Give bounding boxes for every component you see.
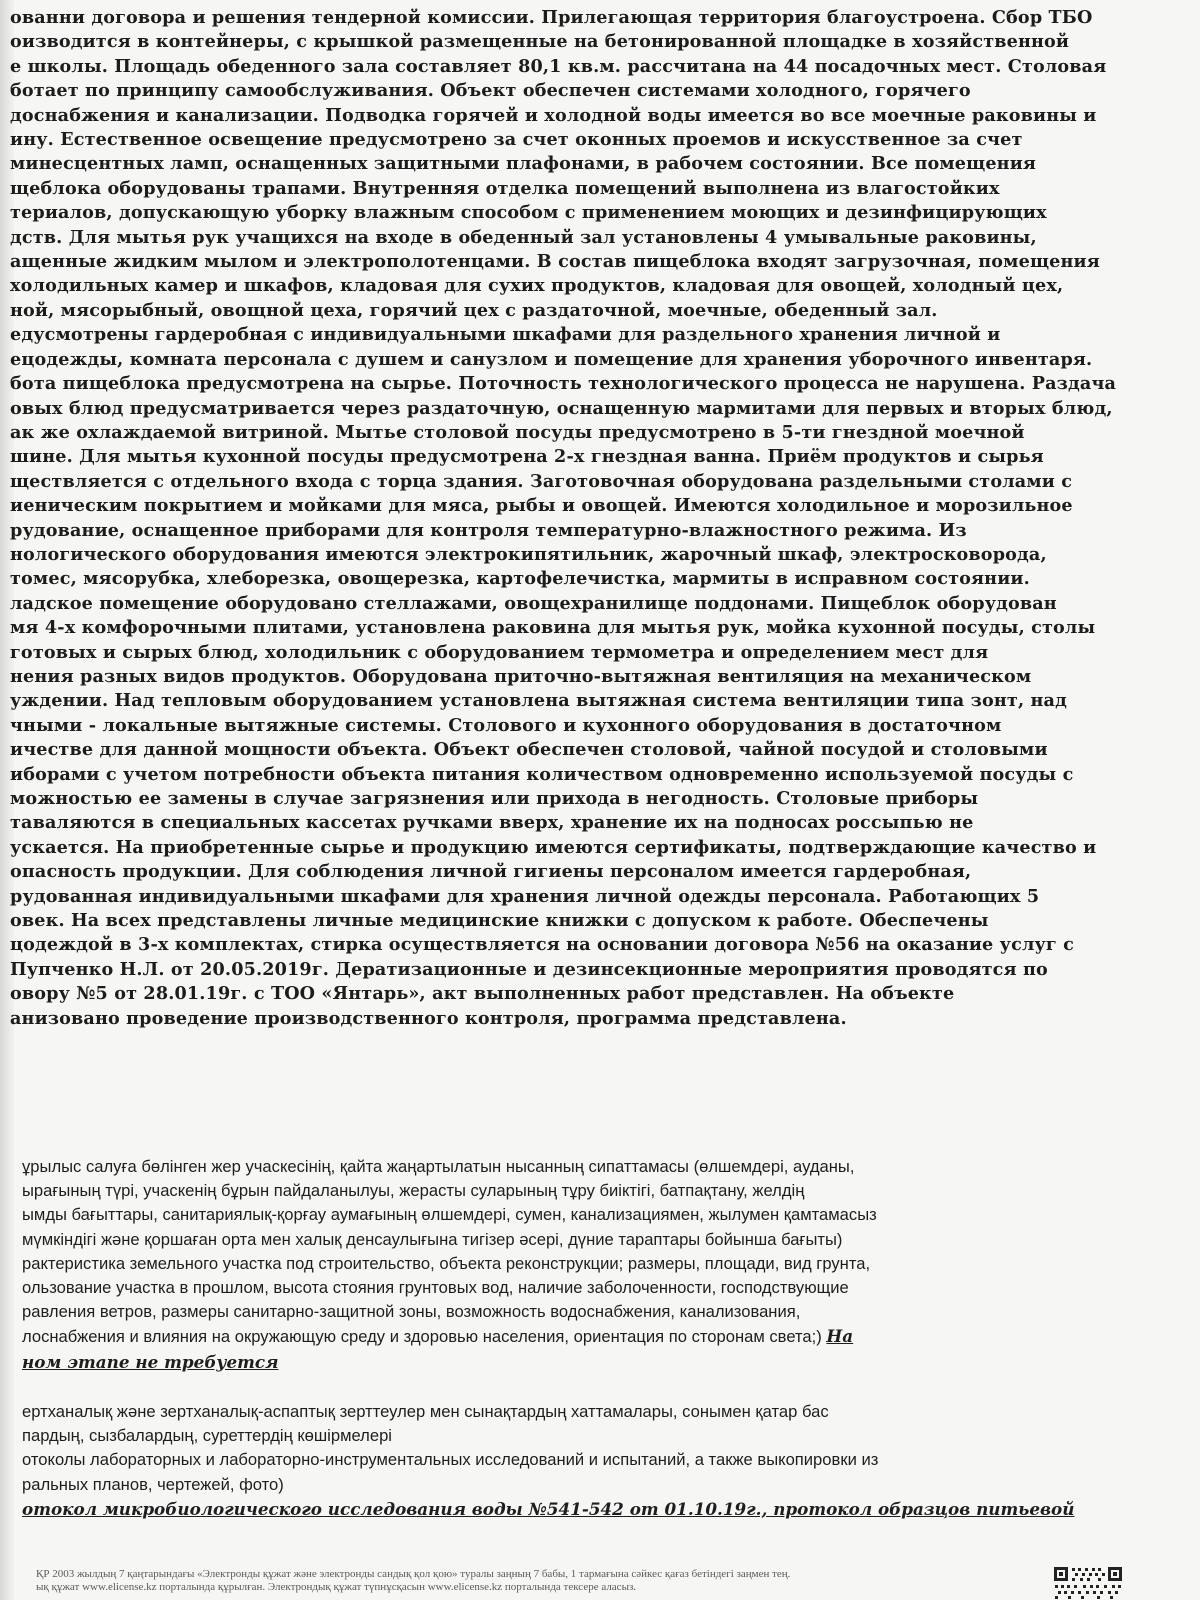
paragraph-line: минесцентных ламп, оснащенных защитными плафонами, в рабочем состоянии. Все помещения [10,153,1037,175]
paragraph-line: Пупченко Н.Л. от 20.05.2019г. Дератизационные и дезинсекционные мероприятия проводятся по [10,958,1048,980]
section-heading-line: отоколы лабораторных и лабораторно-инструментальных исследований и испытаний, а также выкопировки из [22,1450,879,1470]
paragraph-line: можностью ее замены в случае загрязнения или прихода в негодность. Столовые приборы [10,788,979,809]
lab-protocols-block [22,1400,1182,1522]
paragraph-line: е школы. Площадь обеденного зала составляет 80,1 кв.м. рассчитана на 44 посадочных мест. Столовая [10,55,1107,77]
paragraph-line: мя 4-х комфорочными плитами, установлена раковина для мытья рук, мойка кухонной посуды, столы [10,617,1096,639]
paragraph-line: ществляется с отдельного входа с торца здания. Заготовочная оборудована раздельными столами с [10,470,1073,492]
paragraph-line: ичестве для данной мощности объекта. Объект обеспечен столовой, чайной посудой и столовыми [10,739,1048,761]
paragraph-line: доснабжения и канализации. Подводка горячей и холодной воды имеется во все моечные раковины и [10,104,1097,126]
section-heading-line: пардың, сызбалардың, суреттердің көшірмелері [22,1426,392,1446]
section-heading-line: ымды бағыттары, санитариялық-қорғау аумағының өлшемдері, сумен, канализациямен, жылумен қамтамасыз [22,1205,877,1225]
paragraph-line: анизовано проведение производственного контроля, программа представлена. [10,1007,847,1029]
land-plot-characteristics-block [22,1155,1182,1375]
paragraph-line: ускается. На приобретенные сырье и продукцию имеются сертификаты, подтверждающие качество и [10,836,1097,858]
paragraph-line: готовых и сырых блюд, холодильник с оборудованием термометра и определением мест для [10,641,989,663]
answer-text: отокол микробиологического исследования воды №541-542 от 01.10.19г., протокол образцов питьевой [22,1498,1075,1519]
paragraph-line: нения разных видов продуктов. Оборудована приточно-вытяжная вентиляция на механическом [10,665,1032,687]
section-heading-line: равления ветров, размеры санитарно-защитной зоны, возможность водоснабжения, канализования, [22,1302,801,1322]
paragraph-line: щеблока оборудованы трапами. Внутренняя отделка помещений выполнена из влагостойких [10,177,1000,199]
paragraph-line: таваляются в специальных кассетах ручками вверх, хранение их на подносах россыпью не [10,812,974,834]
footer-line: ық құжат www.elicense.kz порталында құрылған. Электрондық құжат түпнұсқасын www.elicense.kz порталында тексере аласыз. [36,1581,637,1593]
section-heading-line: ользование участка в прошлом, высота стояния грунтовых вод, наличие заболоченности, господствующие [22,1278,849,1298]
paragraph-line: овек. На всех представлены личные медицинские книжки с допуском к работе. Обеспечены [10,910,989,932]
paragraph-line: иеническим покрытием и мойками для мяса, рыбы и овощей. Имеются холодильное и морозильное [10,495,1073,517]
paragraph-line: шине. Для мытья кухонной посуды предусмотрена 2-х гнездная ванна. Приём продуктов и сырья [10,446,1044,468]
paragraph-line: опасность продукции. Для соблюдения личной гигиены персоналом имеется гардеробная, [10,861,972,883]
paragraph-line: ак же охлаждаемой витриной. Мытье столовой посуды предусмотрено в 5-ти гнездной моечной [10,421,1025,443]
footer-line: ҚР 2003 жылдың 7 қаңтарындағы «Электронды құжат және электронды сандық қол қою» туралы заңның 7 бабы, 1 тармағына сәйкес қағаз бетіндегі заңмен тең. [36,1568,791,1580]
paragraph-line: ладское помещение оборудовано стеллажами, овощехранилище поддонами. Пищеблок оборудован [10,592,1057,614]
paragraph-line: рудование, оснащенное приборами для контроля температурно-влажностного режима. Из [10,519,967,541]
section-heading-line: рактеристика земельного участка под строительство, объекта реконструкции; размеры, площади, вид грунта, [22,1253,871,1273]
paragraph-line: иборами с учетом потребности объекта питания количеством одновременно используемой посуды с [10,763,1074,785]
paragraph-line: чными - локальные вытяжные системы. Столового и кухонного оборудования в достаточном [10,714,1002,736]
paragraph-line: бота пищеблока предусмотрена на сырье. Поточность технологического процесса не нарушена. Раздача [10,373,1117,395]
qr-code-icon [1052,1565,1124,1600]
paragraph-line: ецодежды, комната персонала с душем и санузлом и помещение для хранения уборочного инвентаря. [10,348,1093,370]
paragraph-line: дств. Для мытья рук учащихся на входе в обеденный зал установлены 4 умывальные раковины, [10,226,1037,248]
paragraph-line: едусмотрены гардеробная с индивидуальными шкафами для раздельного хранения личной и [10,324,1001,346]
paragraph-line: рудованная индивидуальными шкафами для хранения личной одежды персонала. Работающих 5 [10,885,1040,907]
facility-description-block [10,6,1180,1031]
answer-fragment: ном этапе не требуется [22,1351,279,1372]
section-heading-line: ұрылыс салуға бөлінген жер учаскесінің, қайта жаңартылатын нысанның сипаттамасы (өлшемдері, ауданы, [22,1157,855,1176]
lab-protocols-answer [22,1497,1182,1522]
section-heading-line: ральных планов, чертежей, фото) [22,1474,284,1494]
heading-text: лоснабжения и влияния на окружающую среду и здоровью населения, ориентация по сторонам света;) [22,1327,822,1347]
paragraph-line: цодеждой в 3-х комплектах, стирка осуществляется на основании договора №56 на оказание услуг с [10,934,1074,956]
paragraph-line: оизводится в контейнеры, с крышкой размещенные на бетонированной площадке в хозяйственной [10,31,1070,53]
paragraph-line: нологического оборудования имеются электрокипятильник, жарочный шкаф, электросковорода, [10,543,1047,565]
section-heading-line: мүмкіндігі және қоршаған орта мен халық денсаулығына тигізер әсері, дүние тараптары бойынша бағыты) [22,1229,843,1249]
paragraph-line: холодильных камер и шкафов, кладовая для сухих продуктов, кладовая для овощей, холодный цех, [10,275,1064,297]
section-heading-line: ертханалық және зертханалық-аспаптық зерттеулер мен сынақтардың хаттамалары, сонымен қатар бас [22,1402,829,1421]
section-heading-line: ырағының түрі, учаскенің бұрын пайдаланылуы, жерасты суларының тұру биіктігі, батпақтану, желдің [22,1181,805,1201]
paragraph-line: овору №5 от 28.01.19г. с ТОО «Янтарь», акт выполненных работ представлен. На объекте [10,983,955,1005]
paragraph-line: ной, мясорыбный, овощной цеха, горячий цех с раздаточной, моечные, обеденный зал. [10,299,938,321]
paragraph-line: ованни договора и решения тендерной комиссии. Прилегающая территория благоустроена. Сбор ТБО [10,7,1093,28]
e-document-footer [36,1568,1036,1594]
section-heading-line [22,1324,1182,1349]
paragraph-line: ботает по принципу самообслуживания. Объект обеспечен системами холодного, горячего [10,80,971,102]
paragraph-line: уждении. Над тепловым оборудованием установлена вытяжная система вентиляции типа зонт, над [10,690,1067,712]
answer-fragment: На [826,1326,854,1347]
paragraph-line: териалов, допускающую уборку влажным способом с применением моющих и дезинфицирующих [10,202,1047,224]
paragraph-line: ащенные жидким мылом и электрополотенцами. В состав пищеблока входят загрузочная, помещения [10,251,1100,273]
paragraph-line: ину. Естественное освещение предусмотрено за счет оконных проемов и искусственное за счет [10,129,1023,151]
paragraph-line: томес, мясорубка, хлеборезка, овощерезка, картофелечистка, мармиты в исправном состоянии. [10,568,1030,590]
land-plot-answer [22,1350,1182,1375]
paragraph-line: овых блюд предусматривается через раздаточную, оснащенную мармитами для первых и вторых блюд, [10,397,1113,419]
